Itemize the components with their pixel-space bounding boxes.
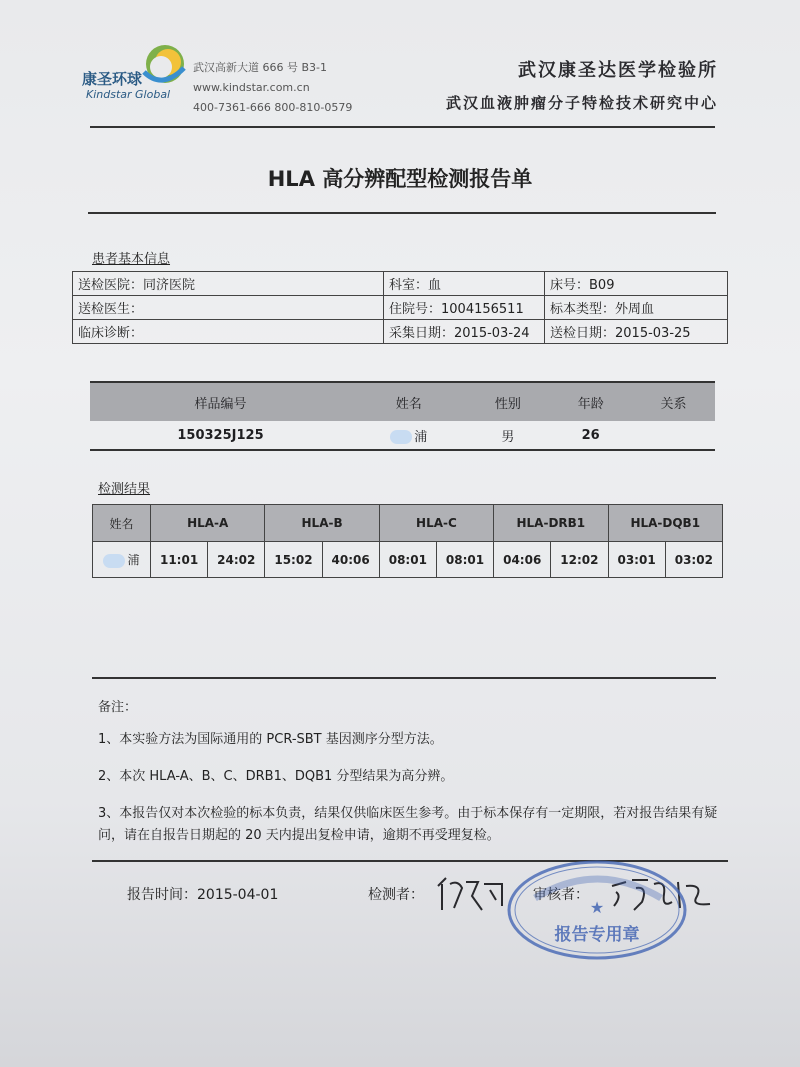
department-cell: 科室：血 xyxy=(384,272,545,296)
table-row xyxy=(73,320,728,344)
note-item: 3、本报告仅对本次检验的标本负责，结果仅供临床医生参考。由于标本保存有一定期限，若对报告结果有疑问，请在自报告日期起的 20 天内提出复检申请，逾期不再受理复检。 xyxy=(98,806,718,843)
collect-date-cell: 采集日期：2015-03-24 xyxy=(384,320,545,344)
allele-cell: 12:02 xyxy=(551,542,608,578)
table-row xyxy=(90,421,715,450)
stamp-text: 报告专用章 xyxy=(554,925,640,945)
sample-table xyxy=(90,381,715,451)
result-name: 浦 xyxy=(127,553,140,567)
page-title: HLA 高分辨配型检测报告单 xyxy=(267,167,533,191)
sample-header-row xyxy=(90,382,715,421)
report-time xyxy=(127,884,278,904)
website: www.kindstar.com.cn xyxy=(193,81,310,94)
results-section-title: 检测结果 xyxy=(98,482,151,497)
address: 武汉高新大道 666 号 B3-1 xyxy=(193,61,327,74)
sample-age: 26 xyxy=(549,421,632,450)
report-time-value: 2015-04-01 xyxy=(197,887,279,903)
bed-cell: 床号：B09 xyxy=(545,272,728,296)
table-row xyxy=(93,542,723,578)
patient-section-title: 患者基本信息 xyxy=(92,252,171,267)
specimen-type-cell: 标本类型：外周血 xyxy=(545,296,728,320)
column-header: 姓名 xyxy=(351,382,466,421)
header-divider xyxy=(90,126,715,128)
sample-id: 150325J125 xyxy=(90,421,351,450)
result-name-cell xyxy=(93,542,151,578)
locus-header: HLA-C xyxy=(379,505,493,542)
allele-cell: 15:02 xyxy=(265,542,322,578)
hla-results-table xyxy=(92,504,723,578)
table-row xyxy=(73,296,728,320)
doctor-cell: 送检医生： xyxy=(73,296,384,320)
report-time-label: 报告时间： xyxy=(127,887,197,903)
org-name: 武汉康圣达医学检验所 xyxy=(518,60,718,81)
sample-name-cell xyxy=(351,421,466,450)
tester-signature xyxy=(432,876,512,916)
results-header-row xyxy=(93,505,723,542)
allele-cell: 03:02 xyxy=(665,542,722,578)
notes-block xyxy=(98,696,738,862)
locus-header: HLA-A xyxy=(151,505,265,542)
redacted-name-blur xyxy=(103,554,125,568)
notes-divider xyxy=(92,677,716,679)
org-block xyxy=(446,56,718,113)
allele-cell: 11:01 xyxy=(151,542,208,578)
allele-cell: 08:01 xyxy=(436,542,493,578)
org-subtitle: 武汉血液肿瘤分子特检技术研究中心 xyxy=(445,94,718,112)
note-item: 2、本次 HLA-A、B、C、DRB1、DQB1 分型结果为高分辨。 xyxy=(98,769,454,784)
sample-sex: 男 xyxy=(466,421,549,450)
locus-header: HLA-B xyxy=(265,505,379,542)
sample-relation xyxy=(632,421,715,450)
reviewer-label: 审核者： xyxy=(533,887,589,903)
phone: 400-7361-666 800-810-0579 xyxy=(193,101,353,114)
hospital-cell: 送检医院：同济医院 xyxy=(73,272,384,296)
admission-cell: 住院号：1004156511 xyxy=(384,296,545,320)
locus-header: HLA-DRB1 xyxy=(494,505,608,542)
column-header: 年龄 xyxy=(549,382,632,421)
table-row xyxy=(73,272,728,296)
notes-title: 备注： xyxy=(98,700,138,715)
locus-header: HLA-DQB1 xyxy=(608,505,723,542)
column-header: 姓名 xyxy=(93,505,151,542)
sample-name: 浦 xyxy=(414,429,428,445)
submit-date-cell: 送检日期：2015-03-25 xyxy=(545,320,728,344)
title-divider xyxy=(88,212,716,214)
logo-cn-text: 康圣环球 xyxy=(82,70,143,88)
column-header: 性别 xyxy=(466,382,549,421)
allele-cell: 40:06 xyxy=(322,542,379,578)
tester-label: 检测者： xyxy=(368,887,424,903)
allele-cell: 03:01 xyxy=(608,542,665,578)
column-header: 关系 xyxy=(632,382,715,421)
stamp-star-icon: ★ xyxy=(589,898,605,917)
diagnosis-cell: 临床诊断： xyxy=(73,320,384,344)
column-header: 样品编号 xyxy=(90,382,351,421)
report-stamp xyxy=(505,858,690,963)
patient-info-table xyxy=(72,271,728,344)
contact-block xyxy=(193,58,352,118)
redacted-name-blur xyxy=(390,430,412,444)
note-item: 1、本实验方法为国际通用的 PCR-SBT 基因测序分型方法。 xyxy=(98,732,443,747)
allele-cell: 24:02 xyxy=(208,542,265,578)
allele-cell: 04:06 xyxy=(494,542,551,578)
allele-cell: 08:01 xyxy=(379,542,436,578)
logo-en-text: Kindstar Global xyxy=(86,88,171,101)
